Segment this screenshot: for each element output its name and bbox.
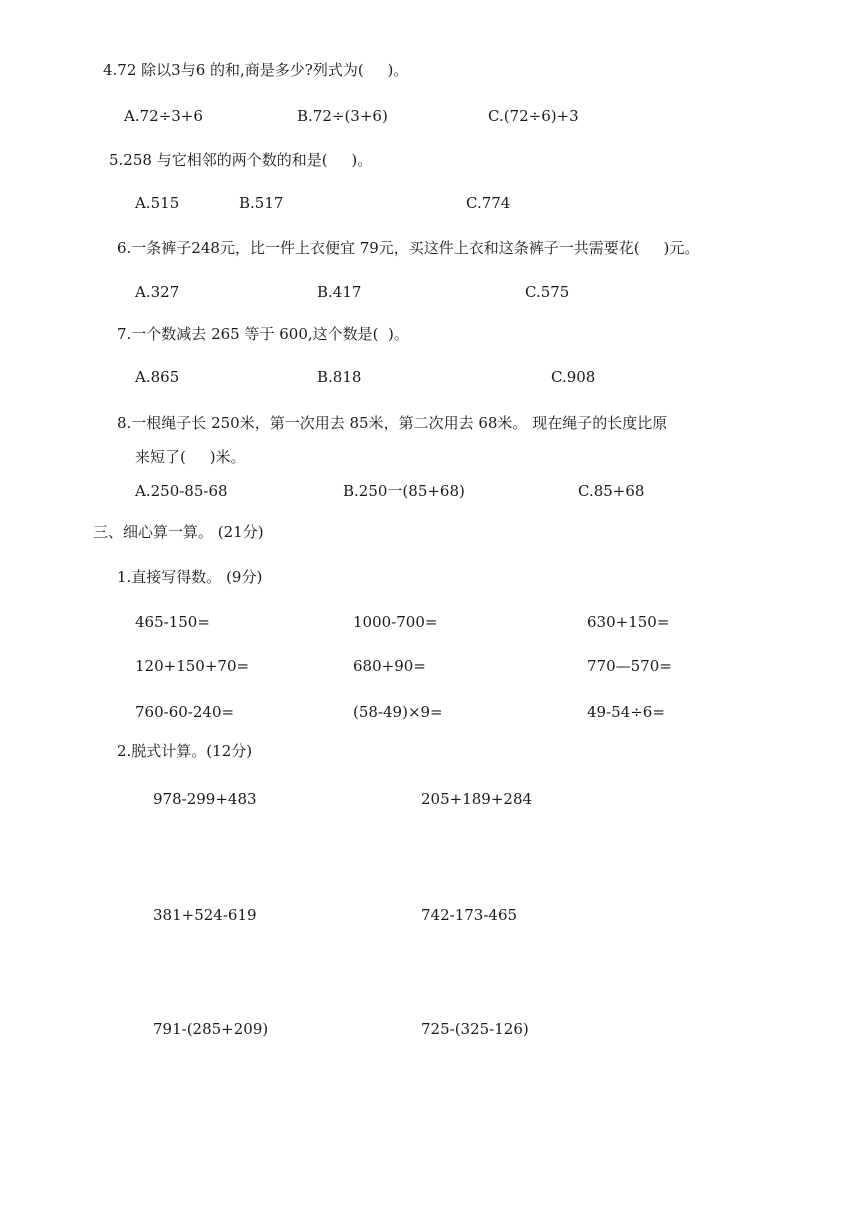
- question-7-option-c: C.908: [551, 368, 596, 386]
- oral-calc-item: 630+150=: [587, 613, 670, 631]
- oral-calc-item: 760-60-240=: [135, 703, 235, 721]
- oral-calc-item: 1000-700=: [353, 613, 438, 631]
- question-6-option-a: A.327: [135, 283, 180, 301]
- step-calc-item: 791-(285+209): [153, 1020, 269, 1038]
- question-4-option-c: C.(72÷6)+3: [488, 107, 579, 125]
- question-6-option-c: C.575: [525, 283, 570, 301]
- step-calc-item: 381+524-619: [153, 906, 257, 924]
- question-5-stem: 5.258 与它相邻的两个数的和是( )。: [109, 151, 373, 169]
- question-4-option-a: A.72÷3+6: [124, 107, 203, 125]
- part-1-title: 1.直接写得数。 (9分): [117, 568, 263, 586]
- part-2-title: 2.脱式计算。(12分): [117, 742, 253, 760]
- oral-calc-item: (58-49)×9=: [353, 703, 443, 721]
- question-4-stem: 4.72 除以3与6 的和,商是多少?列式为( )。: [103, 61, 409, 79]
- question-5-option-c: C.774: [466, 194, 511, 212]
- question-8-option-c: C.85+68: [578, 482, 645, 500]
- question-8-option-a: A.250-85-68: [135, 482, 228, 500]
- step-calc-item: 725-(325-126): [421, 1020, 529, 1038]
- oral-calc-item: 770—570=: [587, 657, 672, 675]
- question-8-stem-line2: 来短了( )米。: [135, 448, 246, 466]
- step-calc-item: 205+189+284: [421, 790, 533, 808]
- section-3-title: 三、细心算一算。 (21分): [93, 523, 264, 541]
- question-6-stem: 6.一条裤子248元，比一件上衣便宜 79元，买这件上衣和这条裤子一共需要花( )元。: [117, 239, 700, 257]
- step-calc-item: 742-173-465: [421, 906, 518, 924]
- step-calc-item: 978-299+483: [153, 790, 257, 808]
- question-7-option-a: A.865: [135, 368, 180, 386]
- question-8-option-b: B.250一(85+68): [343, 482, 465, 500]
- question-8-stem-line1: 8.一根绳子长 250米，第一次用去 85米，第二次用去 68米。 现在绳子的长度比原: [117, 414, 668, 432]
- oral-calc-item: 120+150+70=: [135, 657, 250, 675]
- oral-calc-item: 680+90=: [353, 657, 426, 675]
- oral-calc-item: 465-150=: [135, 613, 210, 631]
- question-5-option-a: A.515: [135, 194, 180, 212]
- question-5-option-b: B.517: [239, 194, 284, 212]
- question-6-option-b: B.417: [317, 283, 362, 301]
- question-7-option-b: B.818: [317, 368, 362, 386]
- question-7-stem: 7.一个数减去 265 等于 600,这个数是( )。: [117, 325, 409, 343]
- oral-calc-item: 49-54÷6=: [587, 703, 665, 721]
- question-4-option-b: B.72÷(3+6): [297, 107, 388, 125]
